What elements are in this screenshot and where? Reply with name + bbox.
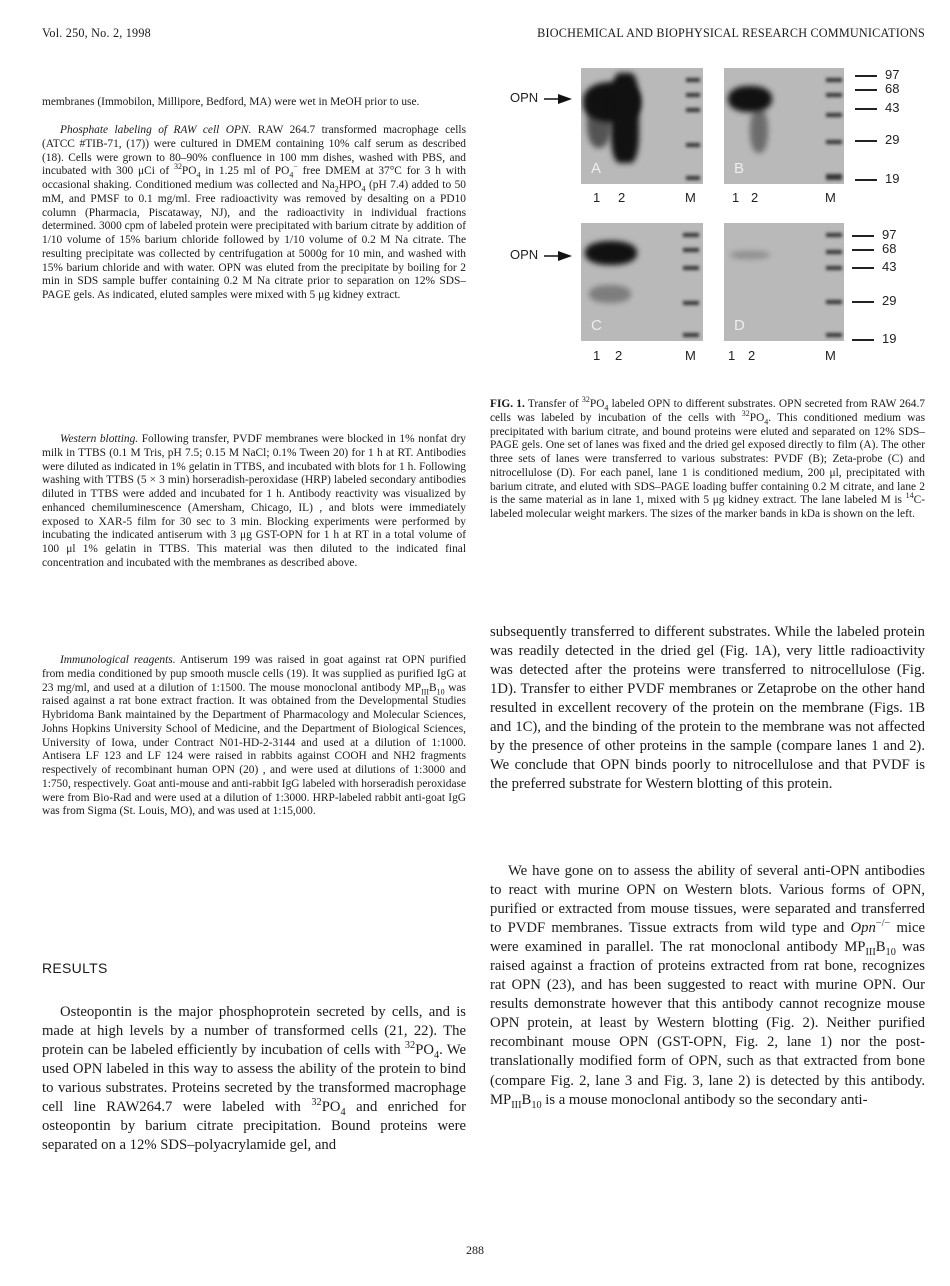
paragraph-phosphate-labeling: Phosphate labeling of RAW cell OPN. RAW 264.7 transformed macrophage cells (ATCC #TIB-71, (17)) were cultured in DMEM containing 10% calf serum as described (18). Cells were grown to 80–90% confluence in 100 mm dishes, washed with PBS, and incubated with 300 μCi of $^{32}PO_4$ in 1.25 ml of $PO_4^-$ free DMEM at 37°C for 3 h with occasional shaking. Conditioned medium was collected and $Na_2HPO_4$ (pH 7.4) added to 50 mM, and PMSF to 0.1 mg/ml. Free radioactivity was removed by desalting on a PD10 column (Pharmacia, Piscataway, NJ), and the radioactivity in individual fractions determined. 3000 cpm of labeled protein were precipitated with barium citrate by addition of 1/10 volume of 15% barium chloride followed by 1/10 volume of 0.2 M Na citrate. The resulting precipitate was collected by centrifugation at 5000g for 10 min, and washed with 15% barium chloride and with water. OPN was eluted from the precipitate by boiling for 2 min in SDS sample buffer containing 0.2 M Na citrate prior to separation on 12% SDS–PAGE gels. As indicated, eluted samples were mixed with 5 μg kidney extract. bbox=[42, 124, 467, 301]
opn-label-bottom: OPN bbox=[510, 247, 539, 262]
marker-43: 43 bbox=[885, 100, 900, 115]
arrow-icon bbox=[544, 93, 572, 105]
marker-68: 68 bbox=[885, 81, 900, 96]
paragraph-results-intro: Osteopontin is the major phosphoprotein secreted by cells, and is made at high levels by a number of transformed cells (21, 22). The protein can be labeled efficiently by incubation of cells with $^{32}PO_4$. We used OPN labeled in this way to assess the ability of the protein to bind to various substrates. Proteins secreted by the transformed macrophage cell line RAW264.7 were labeled with $^{32}PO_4$ and enriched for osteopontin by barium citrate precipitation. Bound proteins were separated on a 12% SDS–polyacrylamide gel, and bbox=[42, 1004, 466, 1154]
panel-label-a: A bbox=[591, 160, 602, 177]
lane-label-2: 2 bbox=[618, 190, 626, 205]
gel-panel-c bbox=[581, 223, 703, 341]
lane-label-2: 2 bbox=[615, 348, 623, 363]
lane-label-2: 2 bbox=[751, 190, 759, 205]
paragraph-immunological-reagents: Immunological reagents. Antiserum 199 was raised in goat against rat OPN purified from media conditioned by pup smooth muscle cells (19). It was supplied as purified IgG at 23 mg/ml, and used at a dilution of 1:1500. The mouse monoclonal antibody $MP_{III}B_{10}$ was raised against a rat bone extract fraction. It was obtained from the Developmental Studies Hybridoma Bank maintained by the Department of Pharmacology and Molecular Sciences, Johns Hopkins University School of Medicine, and the Department of Biological Sciences, University of Iowa, under Contract N01-HD-2-3144 and used at a dilution of 1:1000. Antisera LF 123 and LF 124 were raised in rabbits against COOH and NH2 fragments respectively of recombinant human OPN (20) , and were used at dilutions of 1:3000 and 1:750, respectively. Goat anti-mouse and anti-rabbit IgG labeled with horseradish peroxidase were from Bio-Rad and were used at a dilution of 1:3000. HRP-labeled rabbit anti-goat IgG was from Sigma (St. Louis, MO), and was used at 1:15,000. bbox=[42, 654, 466, 818]
marker-19: 19 bbox=[885, 171, 900, 186]
panel-label-b: B bbox=[734, 160, 745, 177]
figure-1-gels bbox=[490, 60, 940, 370]
lane-label-1: 1 bbox=[593, 348, 601, 363]
lane-label-1: 1 bbox=[732, 190, 740, 205]
marker-29: 29 bbox=[882, 293, 897, 308]
lane-label-m: M bbox=[685, 348, 696, 363]
figure-caption: FIG. 1. Transfer of $^{32}PO_4$ labeled OPN to different substrates. OPN secreted from RAW 264.7 cells was labeled by incubation of the cells with $^{32}PO_4$. This conditioned medium was precipitated with barium citrate, and bound proteins were eluted and separated on 12% SDS–PAGE gels. One set of lanes was fixed and the dried gel exposed directly to film (A). The other three sets of lanes were transferred to various substrates: PVDF (B); Zeta-probe (C) and nitrocellulose (D). For each panel, lane 1 is conditioned medium, 200 μl, precipitated with barium citrate, and eluted with SDS–PAGE loading buffer containing 0.2 M citrate, and lane 2 is the same material as in lane 1, mixed with 5 μg kidney extract. The lane labeled M is $^{14}$C-labeled molecular weight markers. The sizes of the marker bands in kDa is shown on the left. bbox=[490, 395, 926, 520]
marker-97: 97 bbox=[885, 67, 900, 82]
lane-label-m: M bbox=[825, 190, 836, 205]
marker-43: 43 bbox=[882, 259, 897, 274]
marker-68: 68 bbox=[882, 241, 897, 256]
paragraph-western-blotting: Western blotting. Following transfer, PVDF membranes were blocked in 1% nonfat dry milk in TTBS (0.1 M Tris, pH 7.5; 0.15 M NaCl; 0.1% Tween 20) for 1 h at RT. Antibodies were diluted as indicated in 1% gelatin in TTBS, and incubated with blots for 1 h. Following washing with TTBS (5 × 3 min) horseradish-peroxidase (HRP) labeled secondary antibodies diluted in TTBS were added and incubated for 1 h. Antibody reactivity was visualized by enhanced chemiluminescence (Amersham, Chicago, IL) , and blots were immediately exposed to XAR-5 film for 30 sec to 3 min. Blocking experiments were performed by incubating the indicated antiserum with 3 μg GST-OPN for 1 h at RT in a total volume of 100 μl 1% gelatin in TTBS. This material was then diluted to the indicated final concentration and incubated with the membranes as described above. bbox=[42, 433, 466, 569]
running-header-journal: BIOCHEMICAL AND BIOPHYSICAL RESEARCH COMMUNICATIONS bbox=[537, 26, 925, 40]
lane-label-1: 1 bbox=[593, 190, 601, 205]
page-number: 288 bbox=[466, 1243, 484, 1257]
gel-panel-a bbox=[581, 68, 703, 184]
gel-panel-d bbox=[724, 223, 844, 341]
panel-label-d: D bbox=[734, 317, 745, 334]
marker-97: 97 bbox=[882, 227, 897, 242]
gel-panel-b bbox=[724, 68, 844, 184]
paragraph-transfer-results: subsequently transferred to different substrates. While the labeled protein was readily detected in the dried gel (Fig. 1A), very little radioactivity was detected after the proteins were transferred to nitrocellulose (Fig. 1D). Transfer to either PVDF membranes or Zetaprobe on the other hand resulted in excellent recovery of the protein on the membrane (Figs. 1B and 1C), and the binding of the protein to the membrane was not affected by the presence of other proteins in the sample (compare lanes 1 and 2). We conclude that OPN binds poorly to nitrocellulose and that PVDF is the preferred substrate for Western blotting of this protein. bbox=[490, 624, 925, 793]
paragraph-antibody-assessment: We have gone on to assess the ability of several anti-OPN antibodies to react with murine OPN on Western blots. Various forms of OPN, purified or extracted from mouse tissues, were separated and transferred to PVDF membranes. Tissue extracts from wild type and Opn−/− mice were examined in parallel. The rat monoclonal antibody $MP_{III}B_{10}$ was raised against a fraction of proteins extracted from rat bone, recognizes rat OPN (23), and has been suggested to react with murine OPN. Our results demonstrate however that this antibody cannot recognize mouse OPN protein, at least by Western blotting (Fig. 2). Neither purified recombinant mouse OPN (GST-OPN, Fig. 2, lane 1) nor the post-translationally modified form of OPN, such as that extracted from bone (compare Fig. 2, lane 3 and Fig. 3, lane 2) is detected by this antibody. $MP_{III}B_{10}$ is a mouse monoclonal antibody so the secondary anti- bbox=[490, 863, 926, 1111]
marker-19: 19 bbox=[882, 331, 897, 346]
opn-label-top: OPN bbox=[510, 90, 539, 105]
lane-label-1: 1 bbox=[728, 348, 736, 363]
arrow-icon bbox=[544, 250, 572, 262]
results-heading: RESULTS bbox=[42, 960, 108, 976]
lane-label-m: M bbox=[825, 348, 836, 363]
running-header-volume: Vol. 250, No. 2, 1998 bbox=[42, 26, 151, 40]
lane-label-m: M bbox=[685, 190, 696, 205]
paragraph-membranes: membranes (Immobilon, Millipore, Bedford, MA) were wet in MeOH prior to use. bbox=[42, 96, 420, 108]
panel-label-c: C bbox=[591, 317, 602, 334]
lane-label-2: 2 bbox=[748, 348, 756, 363]
marker-29: 29 bbox=[885, 132, 900, 147]
